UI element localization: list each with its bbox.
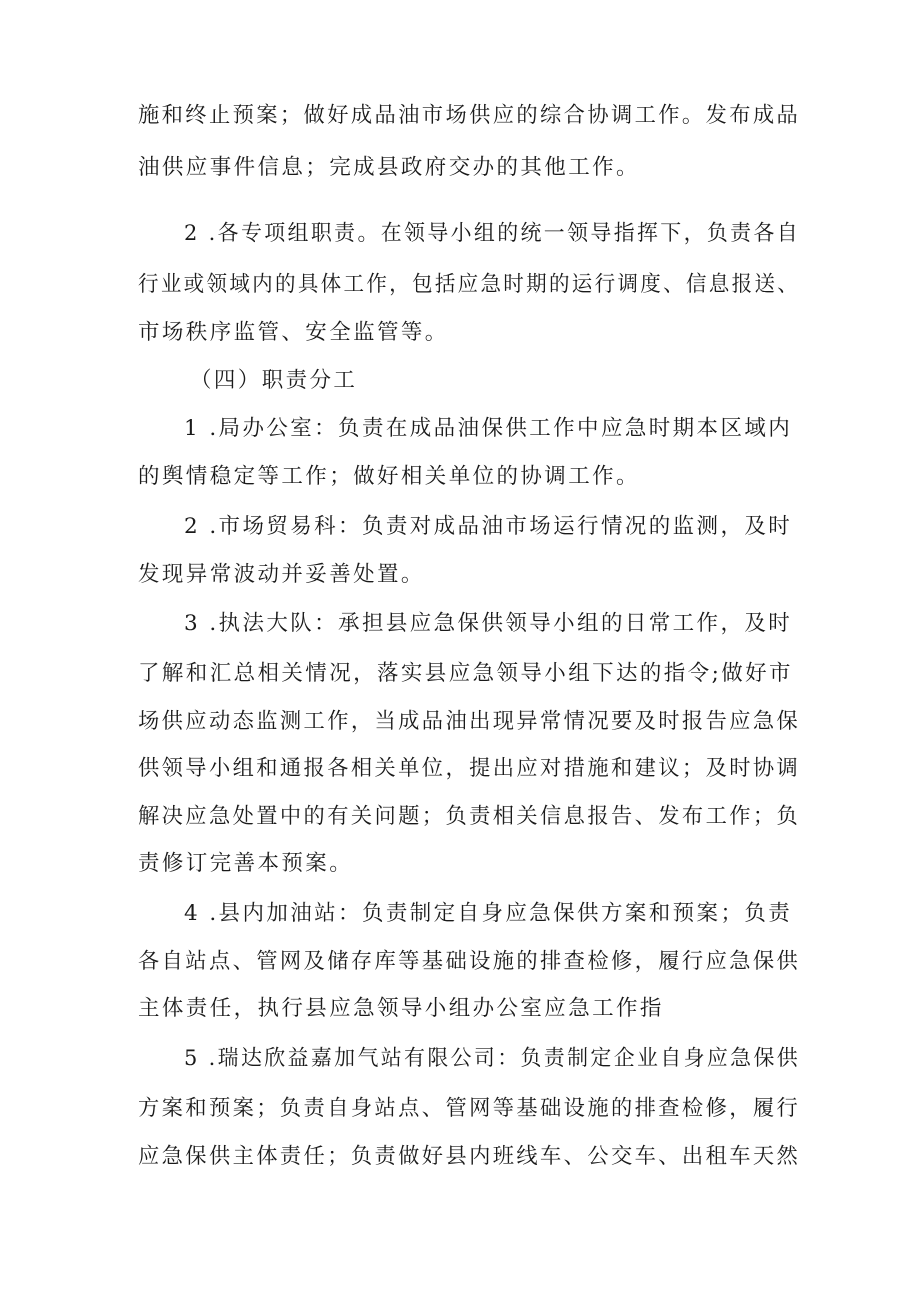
text-line: 市场秩序监管、安全监管等。 (138, 320, 449, 345)
text-line: 3 .执法大队：承担县应急保供领导小组的日常工作，及时 (184, 611, 793, 636)
text-line: 行业或领域内的具体工作，包括应急时期的运行调度、信息报送、 (138, 272, 801, 297)
text-line: 应急保供主体责任；负责做好县内班线车、公交车、出租车天然 (138, 1144, 801, 1169)
text-line: 发现异常波动并妥善处置。 (138, 562, 425, 587)
text-line: 2 .各专项组职责。在领导小组的统一领导指挥下，负责各自 (184, 221, 801, 246)
text-line: 2 .市场贸易科：负责对成品油市场运行情况的监测，及时 (184, 514, 793, 539)
text-line: 的舆情稳定等工作；做好相关单位的协调工作。 (138, 464, 640, 489)
text-line: 4 .县内加油站：负责制定自身应急保供方案和预案；负责 (184, 901, 793, 926)
text-line: 主体责任，执行县应急领导小组办公室应急工作指 (138, 996, 664, 1021)
text-line: 供领导小组和通报各相关单位，提出应对措施和建议；及时协调 (138, 756, 801, 781)
text-line: 油供应事件信息；完成县政府交办的其他工作。 (138, 155, 640, 180)
text-line: 场供应动态监测工作，当成品油出现异常情况要及时报告应急保 (138, 709, 801, 734)
text-line: 了解和汇总相关情况，落实县应急领导小组下达的指令;做好市 (138, 661, 793, 686)
text-line: 5 .瑞达欣益嘉加气站有限公司：负责制定企业自身应急保供 (184, 1046, 801, 1071)
text-line: 责修订完善本预案。 (138, 851, 354, 876)
section-heading: （四）职责分工 (190, 368, 358, 393)
text-line: 解决应急处置中的有关问题；负责相关信息报告、发布工作；负 (138, 804, 801, 829)
text-line: 施和终止预案；做好成品油市场供应的综合协调工作。发布成品 (138, 103, 801, 128)
text-line: 各自站点、管网及储存库等基础设施的排查检修，履行应急保供 (138, 949, 801, 974)
text-line: 方案和预案；负责自身站点、管网等基础设施的排查检修，履行 (138, 1096, 801, 1121)
text-line: 1 .局办公室：负责在成品油保供工作中应急时期本区域内 (184, 416, 793, 441)
